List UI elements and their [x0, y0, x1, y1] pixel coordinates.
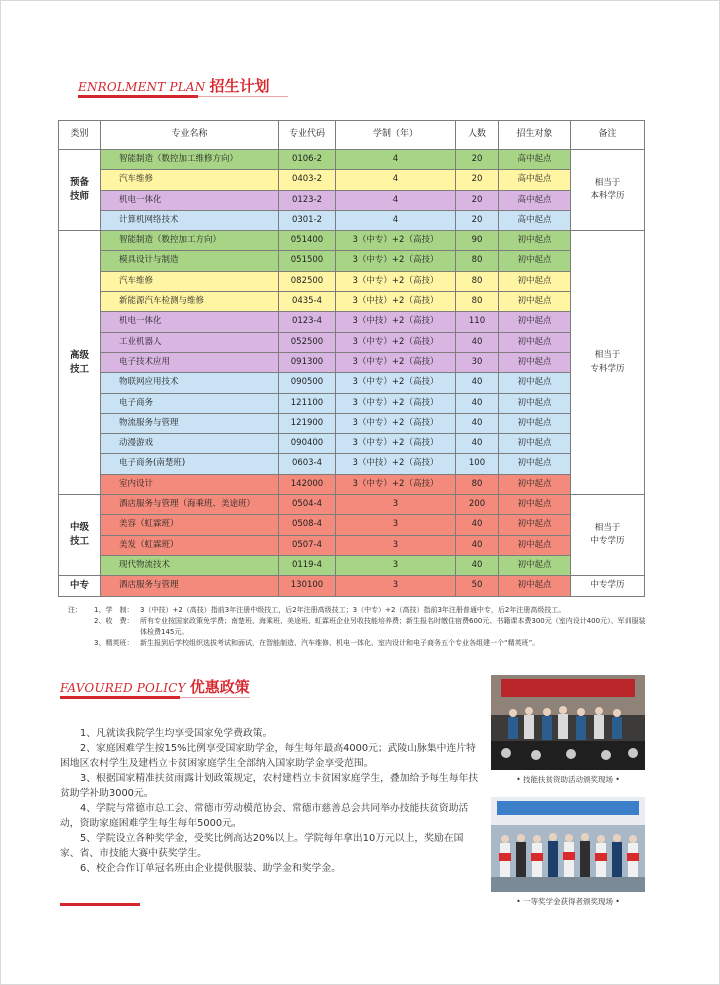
target-cell: 初中起点	[499, 454, 571, 474]
major-code-cell: 0507-4	[279, 535, 336, 555]
target-cell: 初中起点	[499, 393, 571, 413]
note-row	[68, 638, 648, 649]
years-cell: 3（中专）+2（高技）	[336, 434, 456, 454]
years-cell: 3（中专）+2（高技）	[336, 352, 456, 372]
table-row	[59, 332, 645, 352]
policy-item: 4、学院与常德市总工会、常德市劳动模范协会、常德市慈善总会共同举办技能扶贫资助活动，资助家庭困难学生每生每年5000元。	[60, 803, 469, 829]
enrolment-title	[78, 75, 270, 96]
note-lead: 3、精英班：	[94, 639, 134, 647]
enrolment-title-zh: 招生计划	[209, 77, 270, 95]
policy-title-bar-thin	[180, 697, 250, 698]
policy-title	[60, 676, 250, 697]
count-cell: 40	[456, 515, 499, 535]
enrolment-title-en: ENROLMENT PLAN	[78, 80, 206, 94]
major-code-cell: 0504-4	[279, 495, 336, 515]
table-row	[59, 555, 645, 575]
award-ceremony-caption: • 技能扶贫资助活动颁奖现场 •	[516, 775, 620, 784]
major-name-cell: 模具设计与制造	[101, 251, 279, 271]
count-cell: 30	[456, 352, 499, 372]
note-cell: 相当于 专科学历	[571, 231, 645, 495]
major-code-cell: 0123-4	[279, 312, 336, 332]
count-cell: 20	[456, 150, 499, 170]
count-cell: 110	[456, 312, 499, 332]
years-cell: 4	[336, 150, 456, 170]
years-cell: 4	[336, 170, 456, 190]
target-cell: 初中起点	[499, 352, 571, 372]
major-code-cell: 142000	[279, 474, 336, 494]
major-code-cell: 051400	[279, 231, 336, 251]
bottom-accent-bar	[60, 903, 140, 906]
major-code-cell: 130100	[279, 576, 336, 596]
years-cell: 3（中专）+2（高技）	[336, 271, 456, 291]
target-cell: 初中起点	[499, 515, 571, 535]
count-cell: 200	[456, 495, 499, 515]
count-cell: 40	[456, 393, 499, 413]
table-row	[59, 535, 645, 555]
notes-label: 注：	[68, 606, 82, 614]
table-row	[59, 170, 645, 190]
years-cell: 3（中技）+2（高技）	[336, 312, 456, 332]
table-row	[59, 373, 645, 393]
scholarship-caption: • 一等奖学金获得者颁奖现场 •	[516, 897, 620, 906]
count-cell: 80	[456, 474, 499, 494]
target-cell: 初中起点	[499, 413, 571, 433]
table-row	[59, 515, 645, 535]
target-cell: 初中起点	[499, 292, 571, 312]
enrolment-title-bar	[78, 95, 198, 98]
major-code-cell: 0603-4	[279, 454, 336, 474]
target-cell: 高中起点	[499, 190, 571, 210]
table-notes	[68, 605, 648, 649]
header-category: 类别	[59, 121, 101, 150]
table-row	[59, 150, 645, 170]
major-name-cell: 现代物流技术	[101, 555, 279, 575]
years-cell: 4	[336, 190, 456, 210]
table-row	[59, 292, 645, 312]
major-name-cell: 电子商务	[101, 393, 279, 413]
table-header-row	[59, 121, 645, 150]
years-cell: 3	[336, 495, 456, 515]
enrolment-table	[58, 120, 645, 597]
table-row	[59, 495, 645, 515]
count-cell: 50	[456, 576, 499, 596]
note-cell: 中专学历	[571, 576, 645, 596]
major-code-cell: 0508-4	[279, 515, 336, 535]
years-cell: 3（中专）+2（高技）	[336, 231, 456, 251]
major-name-cell: 美容（虹霖班）	[101, 515, 279, 535]
note-lead: 1、学 制：	[94, 606, 134, 614]
policy-item: 1、凡就读我院学生均享受国家免学费政策。	[80, 728, 273, 739]
years-cell: 3（中专）+2（高技）	[336, 474, 456, 494]
major-name-cell: 机电一体化	[101, 190, 279, 210]
major-code-cell: 0435-4	[279, 292, 336, 312]
table-row	[59, 251, 645, 271]
policy-item: 3、根据国家精准扶贫雨露计划政策规定，农村建档立卡贫困家庭学生，叠加给予每生每年扶贫助学补助3000元。	[60, 773, 479, 799]
major-name-cell: 新能源汽车检测与维修	[101, 292, 279, 312]
major-name-cell: 汽车维修	[101, 271, 279, 291]
count-cell: 40	[456, 434, 499, 454]
major-name-cell: 电子技术应用	[101, 352, 279, 372]
major-code-cell: 090500	[279, 373, 336, 393]
category-cell: 预备 技师	[59, 150, 101, 231]
years-cell: 3	[336, 535, 456, 555]
table-body	[59, 150, 645, 597]
major-code-cell: 121900	[279, 413, 336, 433]
policy-item: 6、校企合作订单冠名班由企业提供服装、助学金和奖学金。	[80, 863, 341, 874]
target-cell: 高中起点	[499, 210, 571, 230]
target-cell: 初中起点	[499, 312, 571, 332]
table-row	[59, 271, 645, 291]
policy-item: 5、学院设立各种奖学金，受奖比例高达20%以上。学院每年拿出10万元以上，奖励在国家、省、市技能大赛中获奖学生。	[60, 833, 464, 859]
count-cell: 40	[456, 555, 499, 575]
count-cell: 100	[456, 454, 499, 474]
policy-item: 2、家庭困难学生按15%比例享受国家助学金，每生每年最高4000元；武陵山脉集中连片特困地区农村学生及建档立卡贫困家庭学生全部纳入国家助学金享受范围。	[60, 743, 476, 769]
years-cell: 3（中技）+2（高技）	[336, 454, 456, 474]
policy-title-en: FAVOURED POLICY	[60, 681, 186, 695]
count-cell: 80	[456, 251, 499, 271]
table-row	[59, 231, 645, 251]
major-name-cell: 机电一体化	[101, 312, 279, 332]
category-cell: 中级 技工	[59, 495, 101, 576]
target-cell: 初中起点	[499, 576, 571, 596]
count-cell: 40	[456, 535, 499, 555]
target-cell: 初中起点	[499, 474, 571, 494]
major-code-cell: 051500	[279, 251, 336, 271]
header-target: 招生对象	[499, 121, 571, 150]
header-note: 备注	[571, 121, 645, 150]
table-row	[59, 190, 645, 210]
header-years: 学制（年）	[336, 121, 456, 150]
table-row	[59, 393, 645, 413]
note-text: 所有专业按国家政策免学费；南楚班、海乘班、美途班、虹霖班企业另收技能培养费；新生报名时缴住宿费600元、书籍课本费300元（室内设计400元）、军训服装体检费145元。	[140, 617, 646, 636]
scholarship-photo	[491, 797, 645, 892]
target-cell: 初中起点	[499, 434, 571, 454]
years-cell: 3	[336, 555, 456, 575]
target-cell: 初中起点	[499, 495, 571, 515]
target-cell: 高中起点	[499, 150, 571, 170]
count-cell: 20	[456, 190, 499, 210]
table-row	[59, 474, 645, 494]
major-code-cell: 0403-2	[279, 170, 336, 190]
years-cell: 3	[336, 576, 456, 596]
note-cell: 相当于 中专学历	[571, 495, 645, 576]
note-cell: 相当于 本科学历	[571, 150, 645, 231]
count-cell: 80	[456, 271, 499, 291]
table-row	[59, 352, 645, 372]
target-cell: 初中起点	[499, 373, 571, 393]
table-row	[59, 434, 645, 454]
major-code-cell: 091300	[279, 352, 336, 372]
target-cell: 初中起点	[499, 231, 571, 251]
years-cell: 3（中专）+2（高技）	[336, 393, 456, 413]
target-cell: 初中起点	[499, 332, 571, 352]
major-name-cell: 美发（虹霖班）	[101, 535, 279, 555]
count-cell: 90	[456, 231, 499, 251]
header-code: 专业代码	[279, 121, 336, 150]
years-cell: 3（中专）+2（高技）	[336, 332, 456, 352]
years-cell: 3（中专）+2（高技）	[336, 251, 456, 271]
years-cell: 3	[336, 515, 456, 535]
target-cell: 初中起点	[499, 535, 571, 555]
target-cell: 初中起点	[499, 555, 571, 575]
category-cell: 高级 技工	[59, 231, 101, 495]
policy-title-zh: 优惠政策	[189, 678, 250, 696]
policy-title-bar	[60, 696, 180, 699]
table-row	[59, 210, 645, 230]
target-cell: 初中起点	[499, 271, 571, 291]
enrolment-title-bar-thin	[198, 96, 288, 97]
header-major: 专业名称	[101, 121, 279, 150]
count-cell: 20	[456, 210, 499, 230]
major-name-cell: 室内设计	[101, 474, 279, 494]
major-name-cell: 工业机器人	[101, 332, 279, 352]
note-row	[68, 605, 648, 616]
table-row	[59, 413, 645, 433]
major-name-cell: 电子商务(南楚班)	[101, 454, 279, 474]
major-name-cell: 汽车维修	[101, 170, 279, 190]
header-count: 人数	[456, 121, 499, 150]
count-cell: 40	[456, 332, 499, 352]
table-row	[59, 312, 645, 332]
years-cell: 3（中专）+2（高技）	[336, 373, 456, 393]
major-code-cell: 0123-2	[279, 190, 336, 210]
major-code-cell: 0119-4	[279, 555, 336, 575]
note-text: 3（中技）+2（高技）指前3年注册中级技工，后2年注册高级技工；3（中专）+2（高技）指前3年注册普通中专，后2年注册高级技工。	[140, 606, 566, 614]
target-cell: 初中起点	[499, 251, 571, 271]
count-cell: 20	[456, 170, 499, 190]
table-row	[59, 576, 645, 596]
count-cell: 40	[456, 413, 499, 433]
note-text: 新生报到后学校组织选拔考试和面试，在智能制造、汽车维修、机电一体化、室内设计和电子商务五个专业各组建一个“精英班”。	[140, 639, 540, 647]
years-cell: 3（中专）+2（高技）	[336, 413, 456, 433]
note-lead: 2、收 费：	[94, 617, 134, 625]
award-ceremony-photo	[491, 675, 645, 770]
major-code-cell: 082500	[279, 271, 336, 291]
category-cell: 中专	[59, 576, 101, 596]
note-row	[68, 616, 648, 638]
major-code-cell: 090400	[279, 434, 336, 454]
target-cell: 高中起点	[499, 170, 571, 190]
count-cell: 80	[456, 292, 499, 312]
major-code-cell: 0106-2	[279, 150, 336, 170]
policy-list	[60, 726, 482, 876]
major-code-cell: 0301-2	[279, 210, 336, 230]
major-name-cell: 智能制造（数控加工维修方向）	[101, 150, 279, 170]
years-cell: 4	[336, 210, 456, 230]
major-code-cell: 052500	[279, 332, 336, 352]
table-row	[59, 454, 645, 474]
major-name-cell: 动漫游戏	[101, 434, 279, 454]
major-name-cell: 计算机网络技术	[101, 210, 279, 230]
major-name-cell: 智能制造（数控加工方向）	[101, 231, 279, 251]
major-name-cell: 物流服务与管理	[101, 413, 279, 433]
major-name-cell: 酒店服务与管理（海乘班、美途班）	[101, 495, 279, 515]
major-name-cell: 物联网应用技术	[101, 373, 279, 393]
major-name-cell: 酒店服务与管理	[101, 576, 279, 596]
count-cell: 40	[456, 373, 499, 393]
years-cell: 3（中技）+2（高技）	[336, 292, 456, 312]
major-code-cell: 121100	[279, 393, 336, 413]
